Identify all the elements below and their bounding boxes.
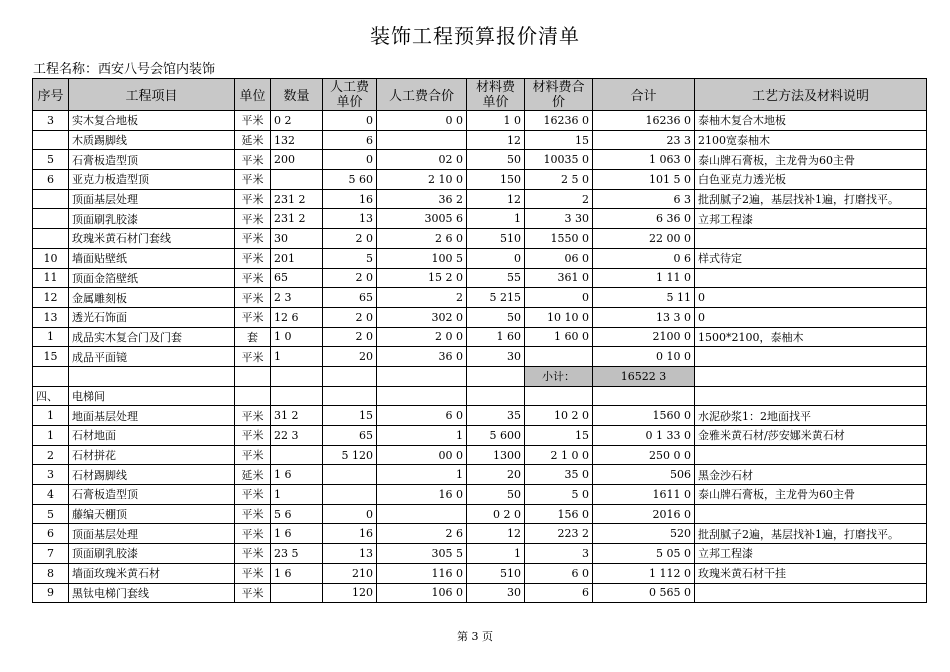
table-row [33, 189, 927, 209]
cell-no: 11 [33, 268, 69, 288]
cell-unit: 平米 [235, 150, 271, 170]
cell-mat-price: 1 [467, 544, 525, 564]
cell-qty: 30 [271, 229, 323, 249]
cell-mat-price: 12 [467, 189, 525, 209]
cell-total: 250 0 0 [593, 445, 695, 465]
cell-labor-price: 13 [323, 209, 377, 229]
section-no: 四、 [33, 386, 69, 406]
cell-total: 6 36 0 [593, 209, 695, 229]
cell-mat-price: 35 [467, 406, 525, 426]
cell-labor-price: 65 [323, 426, 377, 446]
cell-total: 0 10 0 [593, 347, 695, 367]
cell-qty: 1 6 [271, 465, 323, 485]
header-mat-total: 材料费合价 [525, 79, 593, 111]
header-note: 工艺方法及材料说明 [695, 79, 927, 111]
cell-mat-total: 5 0 [525, 485, 593, 505]
cell-total: 0 565 0 [593, 583, 695, 603]
cell-no: 9 [33, 583, 69, 603]
cell-mat-total: 15 [525, 130, 593, 150]
cell-note [695, 583, 927, 603]
cell-labor-total: 1 [377, 465, 467, 485]
cell-item: 石膏板造型顶 [69, 485, 235, 505]
cell-note: 批刮腻子2遍，基层找补1遍，打磨找平。 [695, 524, 927, 544]
cell-qty [271, 170, 323, 190]
cell-no [33, 209, 69, 229]
cell-labor-price: 15 [323, 406, 377, 426]
cell-unit: 平米 [235, 563, 271, 583]
cell-item: 墙面贴壁纸 [69, 248, 235, 268]
cell-unit: 平米 [235, 524, 271, 544]
cell-item: 木质踢脚线 [69, 130, 235, 150]
cell-unit: 延米 [235, 465, 271, 485]
cell-no [33, 229, 69, 249]
cell-item: 顶面基层处理 [69, 189, 235, 209]
cell-labor-total: 302 0 [377, 307, 467, 327]
table-row [33, 504, 927, 524]
cell-note: 泰柚木复合木地板 [695, 111, 927, 131]
cell-labor-total: 2 [377, 288, 467, 308]
cell-labor-price: 16 [323, 189, 377, 209]
cell-labor-total: 2 6 [377, 524, 467, 544]
cell-unit: 平米 [235, 268, 271, 288]
cell-note [695, 229, 927, 249]
cell-total: 2100 0 [593, 327, 695, 347]
table-row [33, 426, 927, 446]
cell-labor-total: 116 0 [377, 563, 467, 583]
cell-unit: 平米 [235, 544, 271, 564]
table-row [33, 445, 927, 465]
cell-total: 5 11 [593, 288, 695, 308]
cell-unit: 延米 [235, 130, 271, 150]
cell-note [695, 347, 927, 367]
cell-qty: 1 6 [271, 563, 323, 583]
cell-qty: 65 [271, 268, 323, 288]
cell-mat-price: 55 [467, 268, 525, 288]
header-labor-price: 人工费单价 [323, 79, 377, 111]
cell-labor-total: 2 6 0 [377, 229, 467, 249]
cell-labor-total: 106 0 [377, 583, 467, 603]
project-name: 工程名称：西安八号会馆内装饰 [33, 62, 216, 77]
cell-qty: 231 2 [271, 209, 323, 229]
cell-note [695, 445, 927, 465]
cell-mat-price: 12 [467, 524, 525, 544]
cell-total: 23 3 [593, 130, 695, 150]
cell-no: 2 [33, 445, 69, 465]
cell-labor-price: 2 0 [323, 327, 377, 347]
cell-labor-price: 5 [323, 248, 377, 268]
cell-note: 0 [695, 307, 927, 327]
cell-mat-price: 1 0 [467, 111, 525, 131]
subtotal-row [33, 366, 927, 386]
cell-item: 地面基层处理 [69, 406, 235, 426]
cell-item: 顶面刷乳胶漆 [69, 209, 235, 229]
cell-unit: 平米 [235, 445, 271, 465]
cell-unit: 平米 [235, 307, 271, 327]
table-row [33, 268, 927, 288]
table-row [33, 130, 927, 150]
document-title: 装饰工程预算报价清单 [370, 24, 580, 48]
cell-labor-total: 02 0 [377, 150, 467, 170]
cell-item: 亚克力板造型顶 [69, 170, 235, 190]
table-row [33, 327, 927, 347]
cell-labor-total: 2 10 0 [377, 170, 467, 190]
cell-mat-total: 10 2 0 [525, 406, 593, 426]
cell-total: 0 6 [593, 248, 695, 268]
cell-no: 7 [33, 544, 69, 564]
cell-note: 水泥砂浆1：2地面找平 [695, 406, 927, 426]
cell-note: 样式待定 [695, 248, 927, 268]
cell-labor-total: 305 5 [377, 544, 467, 564]
cell-labor-price: 120 [323, 583, 377, 603]
cell-total: 6 3 [593, 189, 695, 209]
cell-note: 泰山牌石膏板，主龙骨为60主骨 [695, 150, 927, 170]
cell-total: 1 11 0 [593, 268, 695, 288]
cell-qty: 2 3 [271, 288, 323, 308]
cell-mat-price: 50 [467, 485, 525, 505]
table-row [33, 524, 927, 544]
cell-mat-total [525, 347, 593, 367]
cell-mat-price: 1 60 [467, 327, 525, 347]
cell-no: 12 [33, 288, 69, 308]
cell-mat-total: 361 0 [525, 268, 593, 288]
cell-mat-price: 30 [467, 583, 525, 603]
cell-labor-total: 0 0 [377, 111, 467, 131]
cell-note: 泰山牌石膏板，主龙骨为60主骨 [695, 485, 927, 505]
page-number: 第 3 页 [457, 630, 493, 643]
cell-labor-total: 2 0 0 [377, 327, 467, 347]
cell-labor-price: 13 [323, 544, 377, 564]
cell-total: 1 112 0 [593, 563, 695, 583]
cell-mat-price: 510 [467, 229, 525, 249]
cell-mat-total: 3 [525, 544, 593, 564]
table-row [33, 583, 927, 603]
table-row [33, 406, 927, 426]
cell-qty: 1 [271, 347, 323, 367]
cell-mat-total: 0 [525, 288, 593, 308]
cell-mat-total: 2 1 0 0 [525, 445, 593, 465]
cell-qty: 23 5 [271, 544, 323, 564]
cell-unit: 平米 [235, 189, 271, 209]
cell-item: 黑钛电梯门套线 [69, 583, 235, 603]
cell-qty: 1 6 [271, 524, 323, 544]
cell-labor-price: 16 [323, 524, 377, 544]
cell-no: 10 [33, 248, 69, 268]
cell-labor-price [323, 465, 377, 485]
cell-labor-price: 0 [323, 111, 377, 131]
cell-qty: 31 2 [271, 406, 323, 426]
table-row [33, 248, 927, 268]
cell-labor-price: 5 60 [323, 170, 377, 190]
cell-mat-price: 1300 [467, 445, 525, 465]
cell-mat-total: 6 0 [525, 563, 593, 583]
cell-note [695, 268, 927, 288]
cell-note: 0 [695, 288, 927, 308]
cell-total: 520 [593, 524, 695, 544]
cell-total: 1 063 0 [593, 150, 695, 170]
subtotal-label: 小计： [525, 366, 593, 386]
cell-item: 透光石饰面 [69, 307, 235, 327]
cell-unit: 平米 [235, 426, 271, 446]
cell-unit: 平米 [235, 485, 271, 505]
cell-item: 石材拼花 [69, 445, 235, 465]
section-row [33, 386, 927, 406]
cell-mat-total: 06 0 [525, 248, 593, 268]
cell-qty: 1 [271, 485, 323, 505]
cell-mat-total: 16236 0 [525, 111, 593, 131]
cell-qty: 1 0 [271, 327, 323, 347]
cell-labor-total: 1 [377, 426, 467, 446]
cell-total: 22 00 0 [593, 229, 695, 249]
table-row [33, 307, 927, 327]
cell-total: 13 3 0 [593, 307, 695, 327]
cell-mat-price: 0 [467, 248, 525, 268]
cell-no: 1 [33, 327, 69, 347]
cell-no: 15 [33, 347, 69, 367]
cell-no: 13 [33, 307, 69, 327]
cell-qty: 0 2 [271, 111, 323, 131]
cell-labor-price: 2 0 [323, 229, 377, 249]
cell-note: 黑金沙石材 [695, 465, 927, 485]
cell-unit: 平米 [235, 504, 271, 524]
cell-unit: 套 [235, 327, 271, 347]
cell-note: 立邦工程漆 [695, 209, 927, 229]
cell-total: 1560 0 [593, 406, 695, 426]
cell-labor-total [377, 130, 467, 150]
cell-item: 顶面基层处理 [69, 524, 235, 544]
cell-no: 5 [33, 504, 69, 524]
cell-no: 6 [33, 170, 69, 190]
header-item: 工程项目 [69, 79, 235, 111]
cell-item: 石膏板造型顶 [69, 150, 235, 170]
cell-note: 金雅米黄石材/莎安娜米黄石材 [695, 426, 927, 446]
table-row [33, 347, 927, 367]
cell-total: 5 05 0 [593, 544, 695, 564]
cell-no: 1 [33, 406, 69, 426]
table-row [33, 544, 927, 564]
cell-total: 506 [593, 465, 695, 485]
cell-total: 1611 0 [593, 485, 695, 505]
cell-item: 石材踢脚线 [69, 465, 235, 485]
cell-total: 0 1 33 0 [593, 426, 695, 446]
cell-mat-total: 35 0 [525, 465, 593, 485]
cell-total: 101 5 0 [593, 170, 695, 190]
cell-no: 5 [33, 150, 69, 170]
cell-item: 顶面刷乳胶漆 [69, 544, 235, 564]
cell-labor-total: 3005 6 [377, 209, 467, 229]
cell-total: 16236 0 [593, 111, 695, 131]
cell-labor-total: 15 2 0 [377, 268, 467, 288]
cell-labor-total: 100 5 [377, 248, 467, 268]
cell-mat-price: 510 [467, 563, 525, 583]
cell-note: 2100宽泰柚木 [695, 130, 927, 150]
cell-labor-price: 0 [323, 504, 377, 524]
cell-item: 墙面玫瑰米黄石材 [69, 563, 235, 583]
cell-mat-price: 0 2 0 [467, 504, 525, 524]
cell-qty [271, 445, 323, 465]
header-qty: 数量 [271, 79, 323, 111]
cell-labor-price [323, 485, 377, 505]
cell-qty: 5 6 [271, 504, 323, 524]
cell-labor-price: 65 [323, 288, 377, 308]
cell-labor-price: 2 0 [323, 268, 377, 288]
cell-labor-price: 6 [323, 130, 377, 150]
cell-labor-price: 20 [323, 347, 377, 367]
cell-no: 3 [33, 111, 69, 131]
cell-mat-total: 2 5 0 [525, 170, 593, 190]
cell-no: 3 [33, 465, 69, 485]
cell-note: 立邦工程漆 [695, 544, 927, 564]
table-row [33, 229, 927, 249]
cell-item: 成品平面镜 [69, 347, 235, 367]
cell-labor-total: 6 0 [377, 406, 467, 426]
cell-mat-price: 12 [467, 130, 525, 150]
subtotal-value: 16522 3 [593, 366, 695, 386]
cell-item: 实木复合地板 [69, 111, 235, 131]
cell-mat-total: 1 60 0 [525, 327, 593, 347]
cell-qty: 200 [271, 150, 323, 170]
cell-mat-total: 6 [525, 583, 593, 603]
cell-mat-price: 30 [467, 347, 525, 367]
section-title: 电梯间 [69, 386, 235, 406]
cell-no: 4 [33, 485, 69, 505]
header-unit: 单位 [235, 79, 271, 111]
budget-table [32, 78, 927, 603]
cell-note: 1500*2100，泰柚木 [695, 327, 927, 347]
cell-mat-price: 150 [467, 170, 525, 190]
cell-unit: 平米 [235, 347, 271, 367]
cell-note [695, 504, 927, 524]
cell-mat-total: 10 10 0 [525, 307, 593, 327]
header-labor-total: 人工费合价 [377, 79, 467, 111]
cell-unit: 平米 [235, 229, 271, 249]
table-row [33, 150, 927, 170]
cell-item: 藤编天棚顶 [69, 504, 235, 524]
header-no: 序号 [33, 79, 69, 111]
cell-labor-price: 210 [323, 563, 377, 583]
cell-unit: 平米 [235, 111, 271, 131]
table-row [33, 563, 927, 583]
cell-mat-total: 3 30 [525, 209, 593, 229]
cell-qty [271, 583, 323, 603]
cell-note: 白色亚克力透光板 [695, 170, 927, 190]
table-row [33, 111, 927, 131]
cell-mat-total: 1550 0 [525, 229, 593, 249]
cell-labor-total: 36 2 [377, 189, 467, 209]
cell-labor-total [377, 504, 467, 524]
cell-qty: 12 6 [271, 307, 323, 327]
table-row [33, 465, 927, 485]
cell-labor-price: 0 [323, 150, 377, 170]
cell-item: 石材地面 [69, 426, 235, 446]
table-row [33, 209, 927, 229]
cell-mat-price: 5 600 [467, 426, 525, 446]
cell-unit: 平米 [235, 288, 271, 308]
cell-qty: 231 2 [271, 189, 323, 209]
cell-note: 批刮腻子2遍，基层找补1遍，打磨找平。 [695, 189, 927, 209]
cell-mat-price: 50 [467, 307, 525, 327]
cell-item: 玫瑰米黄石材门套线 [69, 229, 235, 249]
table-row [33, 288, 927, 308]
cell-labor-total: 36 0 [377, 347, 467, 367]
cell-mat-total: 15 [525, 426, 593, 446]
cell-labor-total: 00 0 [377, 445, 467, 465]
cell-item: 顶面金箔壁纸 [69, 268, 235, 288]
cell-unit: 平米 [235, 170, 271, 190]
cell-labor-price: 2 0 [323, 307, 377, 327]
cell-total: 2016 0 [593, 504, 695, 524]
cell-unit: 平米 [235, 583, 271, 603]
cell-labor-total: 16 0 [377, 485, 467, 505]
cell-no [33, 130, 69, 150]
header-mat-price: 材料费单价 [467, 79, 525, 111]
cell-qty: 22 3 [271, 426, 323, 446]
cell-qty: 201 [271, 248, 323, 268]
cell-mat-price: 1 [467, 209, 525, 229]
cell-mat-total: 10035 0 [525, 150, 593, 170]
cell-qty: 132 [271, 130, 323, 150]
cell-unit: 平米 [235, 209, 271, 229]
cell-mat-price: 20 [467, 465, 525, 485]
cell-no: 1 [33, 426, 69, 446]
cell-mat-total: 2 [525, 189, 593, 209]
cell-labor-price: 5 120 [323, 445, 377, 465]
cell-mat-price: 50 [467, 150, 525, 170]
cell-no [33, 189, 69, 209]
cell-mat-price: 5 215 [467, 288, 525, 308]
cell-mat-total: 156 0 [525, 504, 593, 524]
table-row [33, 485, 927, 505]
header-row [33, 79, 927, 111]
cell-mat-total: 223 2 [525, 524, 593, 544]
cell-no: 6 [33, 524, 69, 544]
cell-item: 金属雕刻板 [69, 288, 235, 308]
cell-unit: 平米 [235, 248, 271, 268]
table-row [33, 170, 927, 190]
cell-unit: 平米 [235, 406, 271, 426]
cell-no: 8 [33, 563, 69, 583]
header-total: 合计 [593, 79, 695, 111]
cell-note: 玫瑰米黄石材干挂 [695, 563, 927, 583]
cell-item: 成品实木复合门及门套 [69, 327, 235, 347]
